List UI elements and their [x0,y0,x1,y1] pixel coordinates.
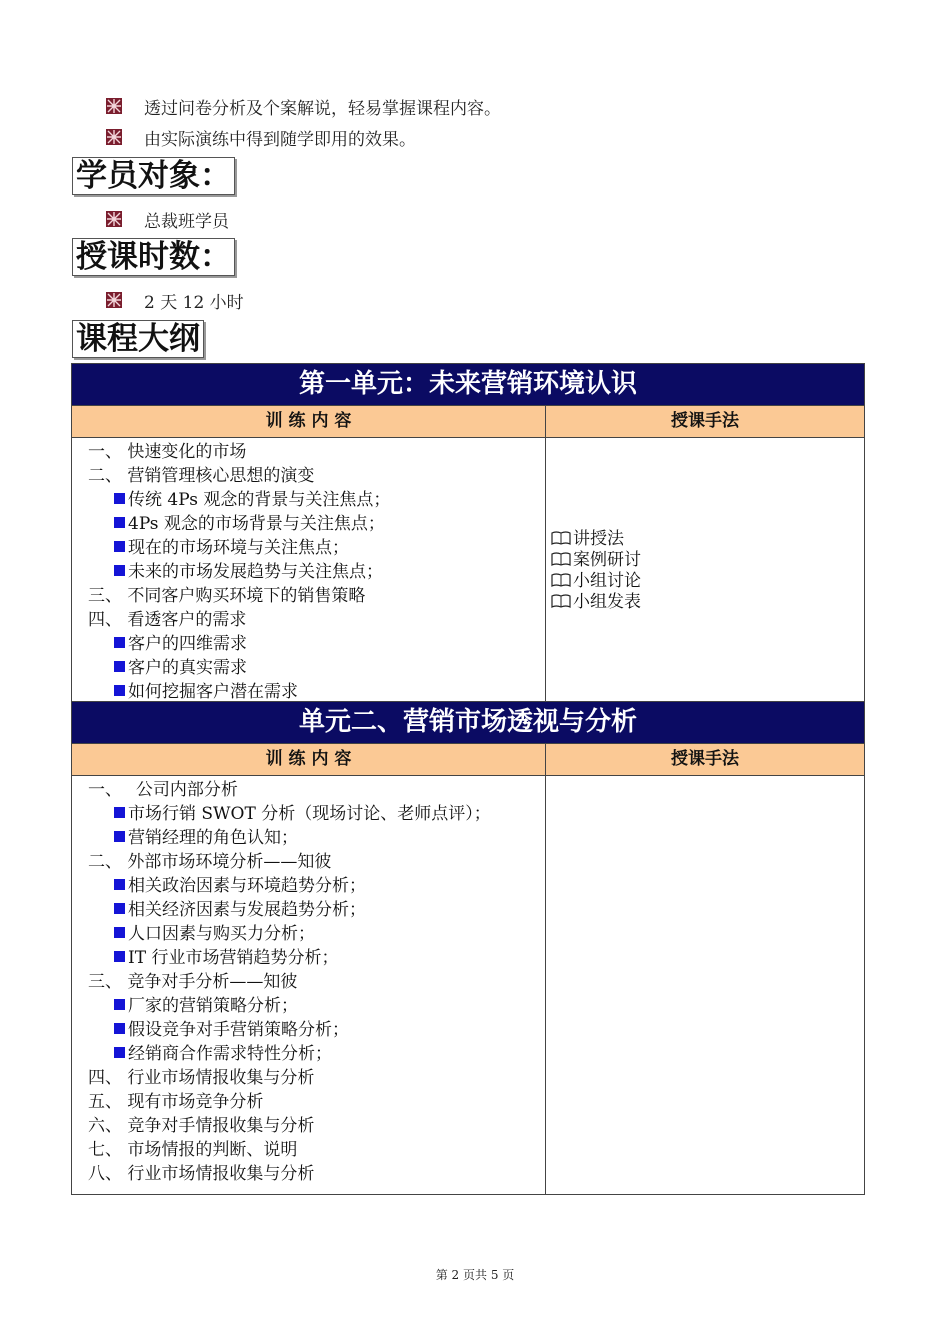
book-icon [551,593,571,607]
method-cell [546,438,865,705]
square-bullet-icon [114,1023,125,1034]
unit-title: 单元二、营销市场透视与分析 [72,702,865,744]
content-subitem [88,656,545,680]
book-icon [551,572,571,586]
method-text: 小组讨论 [573,571,641,591]
content-lines [72,776,545,1186]
content-text: 营销经理的角色认知； [128,828,298,848]
method-cell [546,776,865,1195]
method-text: 案例研讨 [573,550,641,570]
content-subitem [88,536,545,560]
content-item [88,850,545,874]
content-text: 四、 行业市场情报收集与分析 [88,1068,315,1088]
content-subitem [88,1018,545,1042]
square-bullet-icon [114,807,125,818]
content-item [88,970,545,994]
book-icon [551,551,571,565]
method-text: 小组发表 [573,592,641,612]
content-text: 传统 4Ps 观念的背景与关注焦点； [128,490,391,510]
content-text: 相关政治因素与环境趋势分析； [128,876,366,896]
content-text: 八、 行业市场情报收集与分析 [88,1164,315,1184]
content-subitem [88,802,545,826]
content-text: 六、 竞争对手情报收集与分析 [88,1116,315,1136]
content-text: 市场行销 SWOT 分析（现场讨论、老师点评）； [128,804,491,824]
content-text: 二、 外部市场环境分析——知彼 [88,852,332,872]
square-bullet-icon [114,493,125,504]
content-item [88,1114,545,1138]
content-text: 五、 现有市场竞争分析 [88,1092,264,1112]
content-item [88,608,545,632]
unit-table [71,363,865,705]
outline-heading: 课程大纲 [72,320,204,358]
bullet-cross-icon [106,211,122,227]
content-item [88,1162,545,1186]
audience-bullet [106,206,229,232]
content-cell [72,776,546,1195]
content-text: 七、 市场情报的判断、说明 [88,1140,298,1160]
content-text: 人口因素与购买力分析； [128,924,315,944]
content-subitem [88,560,545,584]
content-text: 经销商合作需求特性分析； [128,1044,332,1064]
audience-heading: 学员对象： [72,157,235,195]
column-header-method: 授课手法 [546,406,865,438]
hours-heading: 授课时数： [72,238,235,276]
content-text: 客户的真实需求 [128,658,247,678]
content-item [88,440,545,464]
content-subitem [88,1042,545,1066]
intro-bullet-text: 透过问卷分析及个案解说，轻易掌握课程内容。 [144,98,501,119]
square-bullet-icon [114,541,125,552]
square-bullet-icon [114,951,125,962]
content-text: 现在的市场环境与关注焦点； [128,538,349,558]
content-text: 三、 不同客户购买环境下的销售策略 [88,586,366,606]
square-bullet-icon [114,685,125,696]
content-subitem [88,632,545,656]
content-text: 4Ps 观念的市场背景与关注焦点； [128,514,385,534]
column-header-content: 训 练 内 容 [72,744,546,776]
content-text: 未来的市场发展趋势与关注焦点； [128,562,383,582]
hours-bullet [106,287,244,313]
square-bullet-icon [114,565,125,576]
content-subitem [88,922,545,946]
bullet-cross-icon [106,98,122,114]
square-bullet-icon [114,517,125,528]
content-item [88,584,545,608]
square-bullet-icon [114,999,125,1010]
audience-bullet-text: 总裁班学员 [144,211,229,232]
square-bullet-icon [114,927,125,938]
column-header-method: 授课手法 [546,744,865,776]
method-text: 讲授法 [573,529,624,549]
method-item [551,571,864,592]
content-item [88,1090,545,1114]
intro-bullet [106,124,416,150]
content-subitem [88,874,545,898]
page-footer: 第 2 页共 5 页 [435,1268,515,1282]
content-text: 厂家的营销策略分析； [128,996,298,1016]
unit-table [71,701,865,1195]
content-text: IT 行业市场营销趋势分析； [128,948,339,968]
content-cell [72,438,546,705]
content-text: 相关经济因素与发展趋势分析； [128,900,366,920]
square-bullet-icon [114,903,125,914]
square-bullet-icon [114,879,125,890]
content-item [88,464,545,488]
content-text: 一、 公司内部分析 [88,780,238,800]
square-bullet-icon [114,1047,125,1058]
content-text: 假设竞争对手营销策略分析； [128,1020,349,1040]
method-item [551,592,864,613]
content-item [88,1066,545,1090]
content-subitem [88,946,545,970]
content-item [88,778,545,802]
square-bullet-icon [114,661,125,672]
book-icon [551,530,571,544]
content-item [88,1138,545,1162]
intro-bullet [106,93,501,119]
content-text: 一、 快速变化的市场 [88,442,247,462]
intro-bullet-text: 由实际演练中得到随学即用的效果。 [144,129,416,150]
method-item [551,529,864,550]
square-bullet-icon [114,637,125,648]
unit-title: 第一单元：未来营销环境认识 [72,364,865,406]
content-text: 四、 看透客户的需求 [88,610,247,630]
content-text: 二、 营销管理核心思想的演变 [88,466,315,486]
content-subitem [88,826,545,850]
bullet-cross-icon [106,129,122,145]
method-item [551,550,864,571]
content-text: 三、 竞争对手分析——知彼 [88,972,298,992]
content-subitem [88,488,545,512]
method-list [546,529,864,613]
hours-bullet-text: 2 天 12 小时 [144,292,244,313]
content-subitem [88,994,545,1018]
content-lines [72,438,545,704]
square-bullet-icon [114,831,125,842]
content-text: 客户的四维需求 [128,634,247,654]
content-text: 如何挖掘客户潜在需求 [128,682,298,702]
column-header-content: 训 练 内 容 [72,406,546,438]
bullet-cross-icon [106,292,122,308]
content-subitem [88,898,545,922]
content-subitem [88,512,545,536]
